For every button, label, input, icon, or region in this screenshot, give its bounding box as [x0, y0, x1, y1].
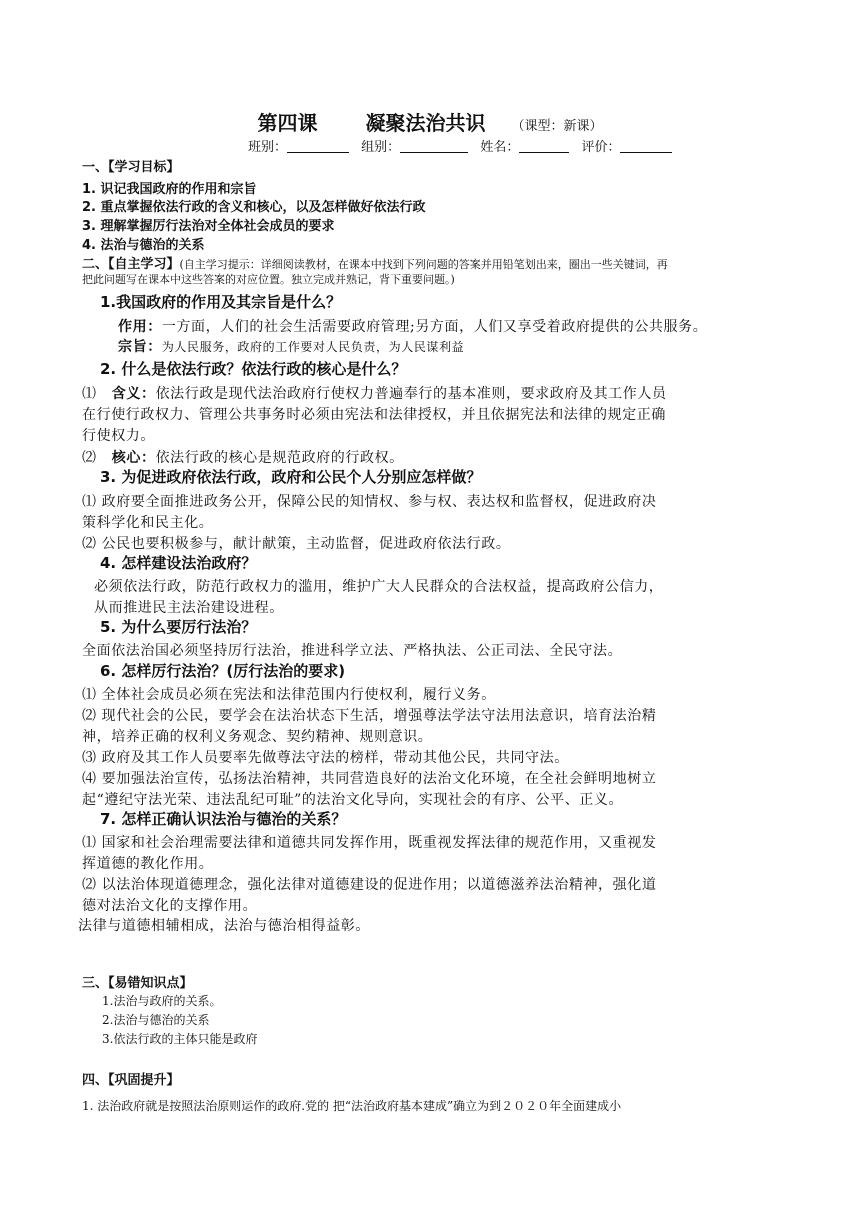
question-3: 3. 为促进政府依法行政，政府和公民个人分别应怎样做？ [100, 468, 482, 486]
answer-line: ⑴ 含义：依法行政是现代法治政府行使权力普遍奉行的基本准则，要求政府及其工作人员 [82, 386, 667, 402]
answer-line: 德对法治文化的支撑作用。 [82, 898, 258, 914]
question-7: 7. 怎样正确认识法治与德治的关系？ [100, 810, 347, 828]
question-1: 1.我国政府的作用及其宗旨是什么？ [100, 293, 342, 311]
question-5: 5. 为什么要厉行法治？ [100, 618, 257, 636]
question-6: 6. 怎样厉行法治？(厉行法治的要求) [100, 662, 346, 680]
eval-blank [620, 139, 672, 153]
answer-line: 起“遵纪守法光荣、违法乱纪可耻”的法治文化导向，实现社会的有序、公平、正义。 [82, 792, 624, 808]
group-blank [400, 139, 468, 153]
student-info-line [248, 136, 680, 155]
answer-line: ⑴ 全体社会成员必须在宪法和法律范围内行使权利，履行义务。 [82, 687, 496, 703]
answer-role: 作用：一方面，人们的社会生活需要政府管理;另方面，人们又享受着政府提供的公共服务。 [118, 319, 708, 335]
section-4-heading: 四、【巩固提升】 [82, 1073, 180, 1088]
class-label: 班别： [248, 140, 288, 155]
answer-line: 全面依法治国必须坚持厉行法治，推进科学立法、严格执法、公正司法、全民守法。 [82, 643, 623, 659]
group-label: 组别： [361, 140, 401, 155]
answer-line: 策科学化和民主化。 [82, 515, 214, 531]
answer-line: ⑴ 国家和社会治理需要法律和道德共同发挥作用，既重视发挥法律的规范作用，又重视发 [82, 835, 657, 851]
answer-line: ⑵ 公民也要积极参与，献计献策，主动监督，促进政府依法行政。 [82, 536, 511, 552]
answer-line: ⑶ 政府及其工作人员要率先做尊法守法的榜样，带动其他公民，共同守法。 [82, 750, 569, 766]
error-point-item: 3.依法行政的主体只能是政府 [102, 1032, 258, 1046]
answer-line: ⑵ 以法治体现道德理念，强化法律对道德建设的促进作用；以道德滋养法治精神，强化道 [82, 877, 657, 893]
practice-question-1: 1. 法治政府就是按照法治原则运作的政府.党的 把“法治政府基本建成”确立为到２０２０年全面建成小 [82, 1099, 622, 1113]
answer-aim: 宗旨：为人民服务，政府的工作要对人民负责，为人民谋利益 [118, 339, 465, 355]
lesson-type: （课型：新课） [511, 119, 603, 134]
name-blank [519, 139, 569, 153]
class-blank [287, 139, 349, 153]
name-label: 姓名： [480, 140, 520, 155]
answer-line: 从而推进民主法治建设进程。 [94, 600, 284, 616]
error-point-item: 1.法治与政府的关系。 [102, 994, 222, 1008]
answer-line: ⑵ 核心：依法行政的核心是规范政府的行政权。 [82, 450, 404, 466]
answer-line: ⑴ 政府要全面推进政务公开，保障公民的知情权、参与权、表达权和监督权，促进政府决 [82, 494, 657, 510]
lesson-number: 第四课 [257, 111, 318, 135]
answer-line: 行使权力。 [82, 428, 155, 444]
study-hint: (自主学习提示：详细阅读教材，在课本中找到下列问题的答案并用铅笔划出来，圈出一些关键词，再 [179, 258, 668, 271]
question-4: 4. 怎样建设法治政府？ [100, 554, 257, 572]
goal-item: 4. 法治与德治的关系 [82, 238, 205, 253]
goal-item: 1. 识记我国政府的作用和宗旨 [82, 182, 257, 197]
goal-item: 3. 理解掌握厉行法治对全体社会成员的要求 [82, 219, 335, 234]
answer-line: 神，培养正确的权利义务观念、契约精神、规则意识。 [82, 729, 433, 745]
section-2-heading-line [82, 253, 668, 272]
page-title [0, 107, 860, 136]
error-point-item: 2.法治与德治的关系 [102, 1013, 210, 1027]
answer-line: 必须依法行政，防范行政权力的滥用，维护广大人民群众的合法权益，提高政府公信力， [94, 579, 664, 595]
section-1-heading: 一、【学习目标】 [82, 160, 180, 175]
section-3-heading: 三、【易错知识点】 [82, 976, 193, 991]
eval-label: 评价： [581, 140, 621, 155]
answer-line: 挥道德的教化作用。 [82, 856, 214, 872]
answer-line: 法律与道德相辅相成，法治与德治相得益彰。 [78, 918, 370, 934]
lesson-title: 凝聚法治共识 [365, 111, 486, 135]
section-2-heading: 二、【自主学习】 [82, 257, 180, 272]
study-hint-cont: 把此问题写在课本中这些答案的对应位置。独立完成并熟记，背下重要问题。) [82, 273, 455, 286]
question-2: 2. 什么是依法行政？依法行政的核心是什么？ [100, 360, 407, 378]
answer-line: ⑵ 现代社会的公民，要学会在法治状态下生活，增强尊法学法守法用法意识，培育法治精 [82, 708, 657, 724]
goal-item: 2. 重点掌握依法行政的含义和核心，以及怎样做好依法行政 [82, 200, 426, 215]
answer-line: ⑷ 要加强法治宣传，弘扬法治精神，共同营造良好的法治文化环境，在全社会鲜明地树立 [82, 771, 657, 787]
answer-line: 在行使行政权力、管理公共事务时必须由宪法和法律授权，并且依据宪法和法律的规定正确 [82, 407, 666, 423]
